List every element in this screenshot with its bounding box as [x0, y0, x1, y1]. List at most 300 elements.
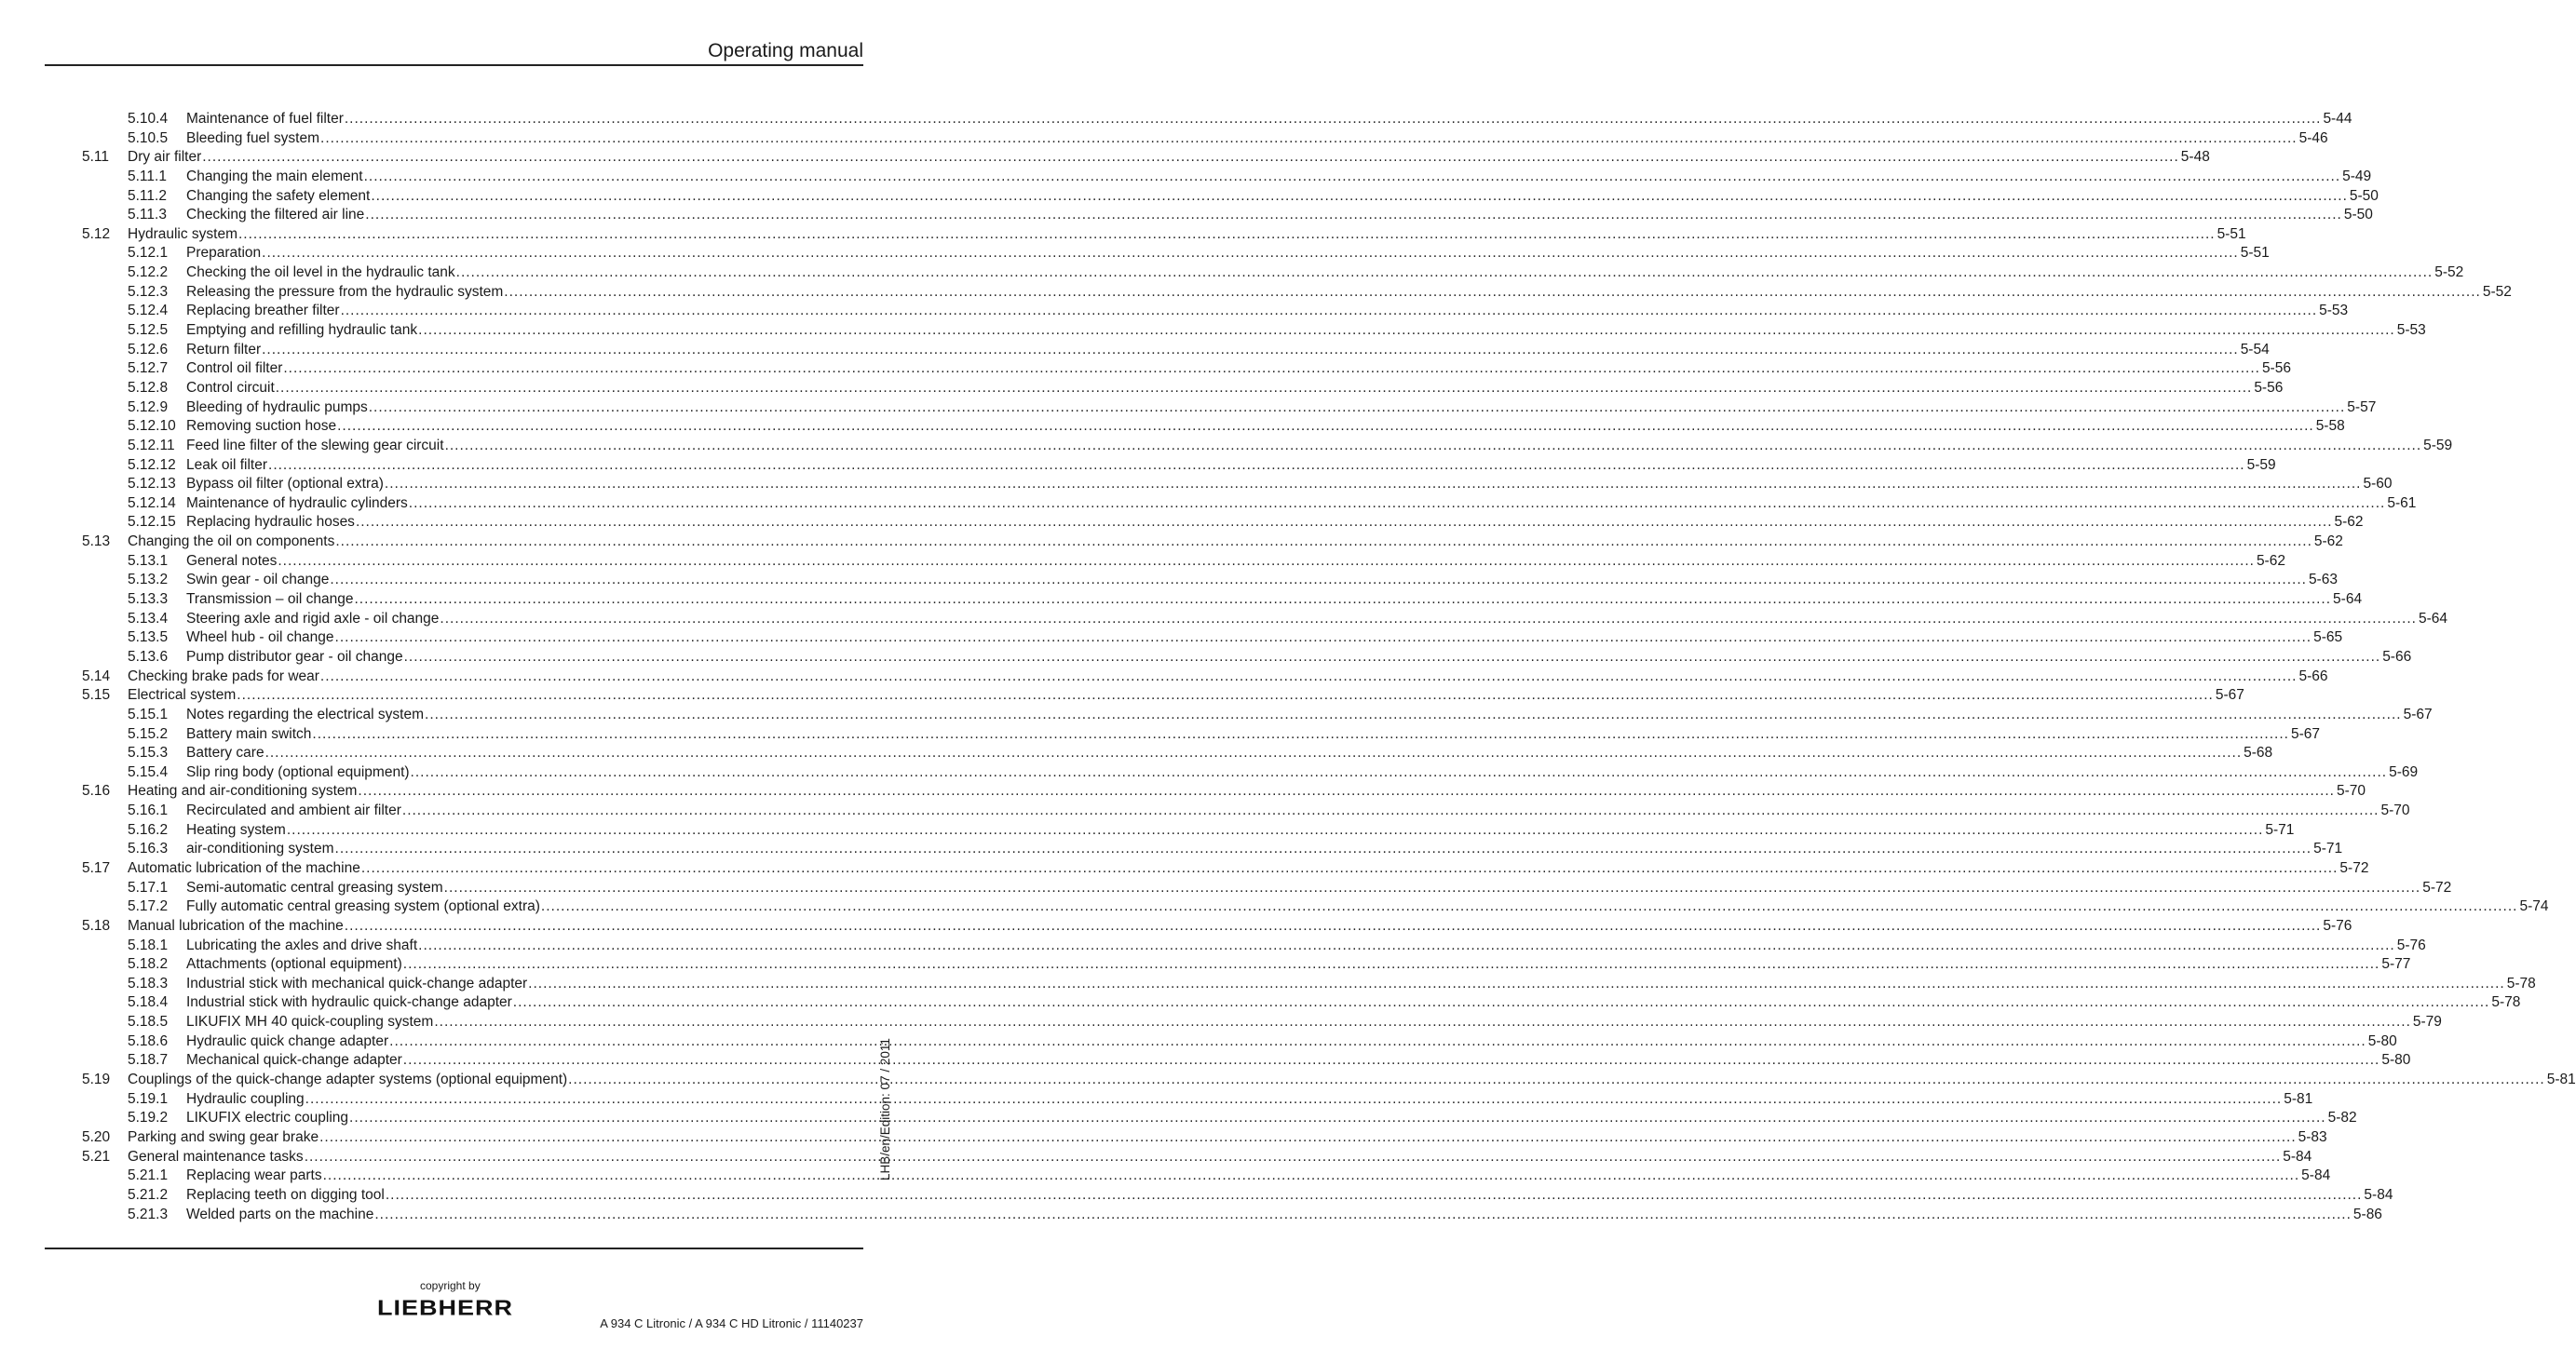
toc-entry-line	[186, 802, 2410, 821]
toc-entry-number: 5.20	[82, 1128, 111, 1145]
toc-entry-line	[186, 283, 2512, 303]
toc-entry-number: 5.21.1	[128, 1167, 169, 1184]
toc-subsection-entry	[0, 1090, 2313, 1110]
toc-subsection-entry	[0, 1109, 2357, 1128]
toc-entry-title: Mechanical quick-change adapter	[186, 1052, 402, 1069]
toc-entry-title: Steering axle and rigid axle - oil change	[186, 610, 440, 627]
toc-entry-page: 5-80	[2367, 1032, 2397, 1049]
toc-entry-title: Hydraulic quick change adapter	[186, 1032, 389, 1049]
toc-entry-page: 5-81	[2546, 1072, 2576, 1088]
toc-entry-line	[186, 1186, 2393, 1206]
toc-entry-number: 5.10.4	[128, 111, 169, 127]
toc-dot-leader: ................................................................................................................................................................................................................................................................................................................................................................................................................	[319, 668, 2298, 684]
toc-entry-page: 5-62	[2256, 552, 2285, 569]
toc-entry-number: 5.17.2	[128, 898, 169, 915]
toc-subsection-entry	[0, 168, 2372, 187]
toc-entry-page: 5-72	[2339, 859, 2369, 876]
toc-section-entry	[0, 1071, 2576, 1090]
toc-entry-number: 5.12.8	[128, 379, 169, 396]
toc-entry-title: Automatic lubrication of the machine	[128, 859, 360, 876]
toc-entry-number: 5.15.3	[128, 745, 169, 762]
toc-entry-number: 5.15	[82, 687, 111, 704]
toc-dot-leader: ................................................................................................................................................................................................................................................................................................................................................................................................................	[444, 437, 2422, 453]
toc-entry-number: 5.12.1	[128, 245, 169, 262]
toc-entry-page: 5-83	[2298, 1128, 2327, 1145]
toc-subsection-entry	[0, 937, 2426, 956]
toc-entry-number: 5.15.2	[128, 725, 169, 742]
toc-subsection-entry	[0, 379, 2284, 398]
toc-dot-leader: ................................................................................................................................................................................................................................................................................................................................................................................................................	[337, 418, 2314, 435]
toc-dot-leader: ................................................................................................................................................................................................................................................................................................................................................................................................................	[202, 149, 2179, 166]
toc-dot-leader: ................................................................................................................................................................................................................................................................................................................................................................................................................	[238, 225, 2216, 242]
toc-dot-leader: ................................................................................................................................................................................................................................................................................................................................................................................................................	[344, 917, 2322, 934]
toc-entry-page: 5-76	[2323, 917, 2352, 934]
toc-entry-line	[186, 379, 2284, 398]
toc-subsection-entry	[0, 763, 2419, 783]
toc-entry-page: 5-81	[2284, 1090, 2313, 1107]
toc-entry-title: Wheel hub - oil change	[186, 629, 334, 646]
toc-entry-line	[186, 168, 2372, 187]
toc-entry-title: Manual lubrication of the machine	[128, 917, 344, 934]
toc-entry-title: Leak oil filter	[186, 456, 268, 473]
toc-entry-title: Swin gear - oil change	[186, 572, 330, 588]
toc-entry-page: 5-64	[2418, 610, 2448, 627]
toc-entry-line	[186, 840, 2343, 859]
toc-subsection-entry	[0, 744, 2273, 763]
toc-entry-title: Hydraulic coupling	[186, 1090, 305, 1107]
toc-subsection-entry	[0, 359, 2291, 379]
toc-entry-number: 5.12.7	[128, 360, 169, 377]
toc-subsection-entry	[0, 648, 2412, 668]
toc-entry-title: Removing suction hose	[186, 418, 337, 435]
toc-dot-leader: ................................................................................................................................................................................................................................................................................................................................................................................................................	[322, 1167, 2300, 1184]
toc-entry-number: 5.11.1	[128, 168, 167, 184]
toc-subsection-entry	[0, 456, 2276, 476]
toc-entry-line	[186, 897, 2549, 917]
toc-entry-page: 5-70	[2380, 803, 2410, 819]
toc-dot-leader: ................................................................................................................................................................................................................................................................................................................................................................................................................	[425, 706, 2402, 722]
toc-dot-leader: ................................................................................................................................................................................................................................................................................................................................................................................................................	[385, 1186, 2363, 1203]
toc-entry-number: 5.12.14	[128, 494, 176, 511]
toc-entry-number: 5.13.4	[128, 610, 169, 627]
toc-entry-line	[186, 321, 2426, 341]
toc-entry-number: 5.12.9	[128, 398, 169, 415]
toc-subsection-entry	[0, 437, 2453, 456]
toc-subsection-entry	[0, 494, 2417, 514]
toc-entry-page: 5-50	[2343, 207, 2373, 223]
toc-entry-page: 5-58	[2315, 418, 2345, 435]
toc-dot-leader: ................................................................................................................................................................................................................................................................................................................................................................................................................	[304, 1148, 2282, 1165]
toc-entry-line	[128, 1128, 2327, 1148]
toc-entry-line	[186, 1109, 2357, 1128]
toc-subsection-entry	[0, 706, 2433, 725]
toc-dot-leader: ................................................................................................................................................................................................................................................................................................................................................................................................................	[320, 129, 2298, 146]
toc-entry-number: 5.12.4	[128, 303, 169, 319]
toc-entry-line	[186, 302, 2349, 321]
toc-entry-page: 5-50	[2349, 187, 2379, 204]
toc-entry-line	[128, 225, 2246, 245]
toc-subsection-entry	[0, 513, 2364, 533]
toc-entry-number: 5.16	[82, 783, 111, 800]
toc-entry-page: 5-80	[2381, 1052, 2411, 1069]
toc-dot-leader: ................................................................................................................................................................................................................................................................................................................................................................................................................	[335, 533, 2312, 550]
toc-entry-title: Dry air filter	[128, 149, 202, 166]
toc-entry-line	[186, 955, 2411, 975]
toc-entry-page: 5-59	[2423, 437, 2453, 453]
toc-entry-number: 5.16.2	[128, 821, 169, 838]
toc-entry-page: 5-82	[2327, 1110, 2357, 1126]
toc-subsection-entry	[0, 475, 2393, 494]
toc-subsection-entry	[0, 840, 2343, 859]
toc-subsection-entry	[0, 725, 2320, 745]
toc-subsection-entry	[0, 321, 2426, 341]
toc-entry-page: 5-84	[2301, 1167, 2331, 1184]
toc-entry-line	[186, 206, 2373, 225]
toc-entry-page: 5-52	[2482, 283, 2512, 300]
toc-entry-line	[128, 686, 2244, 706]
toc-entry-page: 5-44	[2323, 111, 2352, 127]
toc-dot-leader: ................................................................................................................................................................................................................................................................................................................................................................................................................	[360, 859, 2339, 876]
toc-entry-title: Checking the oil level in the hydraulic tank	[186, 264, 455, 281]
toc-dot-leader: ................................................................................................................................................................................................................................................................................................................................................................................................................	[262, 245, 2239, 262]
toc-entry-number: 5.13.2	[128, 572, 169, 588]
toc-section-entry	[0, 686, 2244, 706]
toc-entry-line	[186, 263, 2464, 283]
toc-entry-page: 5-69	[2389, 763, 2419, 780]
toc-section-entry	[0, 148, 2210, 168]
toc-entry-page: 5-77	[2381, 956, 2411, 973]
toc-dot-leader: ................................................................................................................................................................................................................................................................................................................................................................................................................	[278, 552, 2255, 569]
toc-entry-line	[128, 782, 2366, 802]
toc-dot-leader: ................................................................................................................................................................................................................................................................................................................................................................................................................	[512, 994, 2490, 1011]
toc-entry-number: 5.12.10	[128, 418, 176, 435]
toc-entry-title: Industrial stick with hydraulic quick-change adapter	[186, 994, 512, 1011]
toc-subsection-entry	[0, 263, 2464, 283]
toc-dot-leader: ................................................................................................................................................................................................................................................................................................................................................................................................................	[334, 629, 2312, 646]
toc-entry-page: 5-84	[2283, 1148, 2312, 1165]
toc-dot-leader: ................................................................................................................................................................................................................................................................................................................................................................................................................	[340, 303, 2318, 319]
toc-entry-line	[186, 1051, 2411, 1071]
toc-entry-page: 5-71	[2313, 841, 2343, 857]
toc-entry-number: 5.12.13	[128, 476, 176, 492]
toc-entry-line	[186, 513, 2364, 533]
toc-dot-leader: ................................................................................................................................................................................................................................................................................................................................................................................................................	[344, 111, 2322, 127]
toc-entry-line	[186, 494, 2417, 514]
toc-entry-title: Bypass oil filter (optional extra)	[186, 476, 384, 492]
toc-entry-number: 5.12.5	[128, 322, 169, 339]
toc-entry-line	[186, 1013, 2442, 1032]
toc-dot-leader: ................................................................................................................................................................................................................................................................................................................................................................................................................	[418, 937, 2395, 953]
toc-entry-page: 5-46	[2298, 129, 2328, 146]
toc-entry-title: Control circuit	[186, 379, 275, 396]
footer-model-number: A 934 C Litronic / A 934 C HD Litronic / 11140237	[600, 1316, 863, 1330]
toc-entry-number: 5.18.1	[128, 937, 169, 953]
toc-entry-number: 5.12.12	[128, 456, 176, 473]
toc-entry-title: Changing the main element	[186, 168, 363, 184]
toc-entry-page: 5-62	[2313, 533, 2343, 550]
toc-dot-leader: ................................................................................................................................................................................................................................................................................................................................................................................................................	[349, 1110, 2326, 1126]
toc-dot-leader: ................................................................................................................................................................................................................................................................................................................................................................................................................	[434, 1014, 2411, 1031]
toc-entry-page: 5-60	[2363, 476, 2393, 492]
toc-subsection-entry	[0, 879, 2452, 898]
toc-entry-line	[186, 744, 2273, 763]
toc-entry-title: General notes	[186, 552, 278, 569]
toc-entry-number: 5.21	[82, 1148, 111, 1165]
toc-entry-number: 5.16.1	[128, 803, 169, 819]
toc-section-entry	[0, 1148, 2312, 1167]
table-of-contents	[0, 110, 2576, 1224]
toc-subsection-entry	[0, 398, 2377, 418]
toc-entry-title: Industrial stick with mechanical quick-change adapter	[186, 975, 528, 992]
toc-entry-page: 5-67	[2290, 725, 2320, 742]
toc-entry-line	[186, 821, 2295, 841]
toc-entry-title: Heating system	[186, 821, 286, 838]
toc-entry-line	[186, 398, 2377, 418]
toc-entry-number: 5.13	[82, 533, 111, 550]
toc-dot-leader: ................................................................................................................................................................................................................................................................................................................................................................................................................	[334, 841, 2312, 857]
toc-entry-line	[128, 917, 2352, 937]
edition-label: LHB/en/Edition: 07 / 2011	[878, 1038, 892, 1180]
toc-entry-line	[186, 1167, 2331, 1186]
toc-entry-title: Parking and swing gear brake	[128, 1128, 319, 1145]
toc-entry-title: Replacing breather filter	[186, 303, 340, 319]
toc-dot-leader: ................................................................................................................................................................................................................................................................................................................................................................................................................	[418, 322, 2395, 339]
toc-dot-leader: ................................................................................................................................................................................................................................................................................................................................................................................................................	[528, 975, 2505, 992]
copyright-label: copyright by	[420, 1279, 481, 1292]
toc-entry-title: air-conditioning system	[186, 841, 334, 857]
toc-entry-page: 5-57	[2347, 398, 2377, 415]
toc-entry-page: 5-65	[2313, 629, 2343, 646]
toc-entry-title: Control oil filter	[186, 360, 283, 377]
toc-entry-title: Semi-automatic central greasing system	[186, 879, 443, 896]
toc-entry-line	[186, 628, 2343, 648]
toc-entry-title: Changing the oil on components	[128, 533, 335, 550]
toc-subsection-entry	[0, 802, 2410, 821]
toc-entry-page: 5-71	[2265, 821, 2295, 838]
toc-section-entry	[0, 225, 2246, 245]
toc-entry-line	[186, 879, 2452, 898]
toc-subsection-entry	[0, 417, 2345, 437]
toc-entry-line	[186, 993, 2521, 1013]
toc-subsection-entry	[0, 187, 2379, 207]
toc-entry-number: 5.12.6	[128, 341, 169, 357]
toc-entry-line	[186, 1032, 2397, 1052]
toc-entry-page: 5-52	[2434, 264, 2464, 281]
toc-entry-number: 5.21.3	[128, 1206, 169, 1222]
toc-entry-number: 5.13.1	[128, 552, 169, 569]
toc-entry-title: Preparation	[186, 245, 262, 262]
toc-subsection-entry	[0, 1206, 2382, 1225]
toc-entry-number: 5.11	[82, 149, 110, 166]
toc-entry-number: 5.12.11	[128, 437, 175, 453]
toc-entry-title: Hydraulic system	[128, 225, 237, 242]
toc-entry-title: Replacing wear parts	[186, 1167, 322, 1184]
toc-subsection-entry	[0, 129, 2328, 149]
toc-entry-page: 5-72	[2422, 879, 2452, 896]
toc-subsection-entry	[0, 590, 2363, 610]
toc-entry-number: 5.21.2	[128, 1186, 169, 1203]
toc-entry-title: General maintenance tasks	[128, 1148, 304, 1165]
toc-entry-title: Replacing teeth on digging tool	[186, 1186, 385, 1203]
toc-entry-number: 5.16.3	[128, 841, 169, 857]
toc-entry-title: LIKUFIX MH 40 quick-coupling system	[186, 1014, 434, 1031]
toc-entry-number: 5.17	[82, 859, 111, 876]
toc-dot-leader: ................................................................................................................................................................................................................................................................................................................................................................................................................	[319, 1128, 2297, 1145]
toc-dot-leader: ................................................................................................................................................................................................................................................................................................................................................................................................................	[408, 494, 2386, 511]
toc-dot-leader: ................................................................................................................................................................................................................................................................................................................................................................................................................	[365, 207, 2342, 223]
toc-subsection-entry	[0, 206, 2373, 225]
toc-entry-title: Welded parts on the machine	[186, 1206, 374, 1222]
toc-entry-page: 5-51	[2240, 245, 2270, 262]
footer-rule	[45, 1248, 863, 1249]
toc-subsection-entry	[0, 897, 2549, 917]
toc-entry-page: 5-66	[2382, 648, 2412, 665]
toc-subsection-entry	[0, 993, 2521, 1013]
toc-entry-title: Lubricating the axles and drive shaft	[186, 937, 418, 953]
toc-section-entry	[0, 917, 2352, 937]
toc-entry-line	[186, 129, 2328, 149]
toc-entry-line	[186, 590, 2363, 610]
toc-entry-page: 5-76	[2396, 937, 2426, 953]
toc-dot-leader: ................................................................................................................................................................................................................................................................................................................................................................................................................	[384, 476, 2362, 492]
toc-dot-leader: ................................................................................................................................................................................................................................................................................................................................................................................................................	[330, 572, 2307, 588]
toc-dot-leader: ................................................................................................................................................................................................................................................................................................................................................................................................................	[443, 879, 2421, 896]
toc-subsection-entry	[0, 821, 2295, 841]
toc-dot-leader: ................................................................................................................................................................................................................................................................................................................................................................................................................	[389, 1032, 2366, 1049]
toc-entry-line	[186, 571, 2338, 590]
toc-section-entry	[0, 782, 2366, 802]
toc-entry-number: 5.15.1	[128, 706, 169, 722]
toc-entry-number: 5.11.2	[128, 187, 167, 204]
toc-entry-page: 5-56	[2261, 360, 2291, 377]
toc-entry-line	[186, 359, 2291, 379]
toc-entry-number: 5.19.2	[128, 1110, 169, 1126]
toc-entry-title: Couplings of the quick-change adapter systems (optional equipment)	[128, 1072, 568, 1088]
toc-dot-leader: ................................................................................................................................................................................................................................................................................................................................................................................................................	[262, 341, 2239, 357]
toc-entry-number: 5.18.7	[128, 1052, 169, 1069]
toc-entry-title: Transmission – oil change	[186, 591, 354, 608]
toc-dot-leader: ................................................................................................................................................................................................................................................................................................................................................................................................................	[440, 610, 2417, 627]
toc-entry-number: 5.12.3	[128, 283, 169, 300]
toc-dot-leader: ................................................................................................................................................................................................................................................................................................................................................................................................................	[371, 187, 2348, 204]
toc-entry-number: 5.12.2	[128, 264, 169, 281]
toc-entry-number: 5.13.5	[128, 629, 169, 646]
toc-entry-line	[186, 417, 2345, 437]
toc-entry-page: 5-68	[2244, 745, 2273, 762]
toc-entry-title: Changing the safety element	[186, 187, 371, 204]
toc-entry-page: 5-56	[2254, 379, 2284, 396]
toc-dot-leader: ................................................................................................................................................................................................................................................................................................................................................................................................................	[312, 725, 2289, 742]
toc-entry-number: 5.11.3	[128, 207, 167, 223]
toc-dot-leader: ................................................................................................................................................................................................................................................................................................................................................................................................................	[368, 398, 2346, 415]
page-header-title: Operating manual	[708, 40, 863, 61]
toc-subsection-entry	[0, 341, 2270, 360]
toc-entry-title: Notes regarding the electrical system	[186, 706, 425, 722]
toc-entry-line	[186, 648, 2412, 668]
toc-subsection-entry	[0, 955, 2411, 975]
toc-entry-title: LIKUFIX electric coupling	[186, 1110, 349, 1126]
toc-dot-leader: ................................................................................................................................................................................................................................................................................................................................................................................................................	[403, 648, 2381, 665]
toc-entry-line	[186, 610, 2448, 629]
toc-entry-line	[186, 552, 2285, 572]
toc-entry-line	[186, 475, 2393, 494]
toc-entry-page: 5-63	[2308, 572, 2338, 588]
toc-entry-page: 5-74	[2519, 898, 2549, 915]
toc-entry-page: 5-86	[2352, 1206, 2382, 1222]
toc-entry-page: 5-48	[2180, 149, 2210, 166]
toc-dot-leader: ................................................................................................................................................................................................................................................................................................................................................................................................................	[540, 898, 2518, 915]
toc-dot-leader: ................................................................................................................................................................................................................................................................................................................................................................................................................	[355, 514, 2333, 531]
toc-entry-line	[186, 1206, 2382, 1225]
toc-entry-page: 5-59	[2246, 456, 2276, 473]
toc-dot-leader: ................................................................................................................................................................................................................................................................................................................................................................................................................	[374, 1206, 2352, 1222]
toc-subsection-entry	[0, 244, 2270, 263]
toc-entry-line	[186, 110, 2352, 129]
toc-entry-page: 5-67	[2215, 687, 2244, 704]
toc-entry-number: 5.18.5	[128, 1014, 169, 1031]
toc-entry-page: 5-78	[2506, 975, 2536, 992]
toc-subsection-entry	[0, 610, 2448, 629]
toc-entry-title: Releasing the pressure from the hydraulic system	[186, 283, 504, 300]
toc-entry-number: 5.18.3	[128, 975, 169, 992]
toc-dot-leader: ................................................................................................................................................................................................................................................................................................................................................................................................................	[401, 803, 2379, 819]
toc-subsection-entry	[0, 571, 2338, 590]
toc-entry-number: 5.18.2	[128, 956, 169, 973]
toc-entry-page: 5-84	[2364, 1186, 2393, 1203]
toc-entry-title: Emptying and refilling hydraulic tank	[186, 322, 418, 339]
header-rule	[45, 64, 863, 66]
toc-dot-leader: ................................................................................................................................................................................................................................................................................................................................................................................................................	[237, 687, 2214, 704]
toc-dot-leader: ................................................................................................................................................................................................................................................................................................................................................................................................................	[568, 1072, 2545, 1088]
toc-dot-leader: ................................................................................................................................................................................................................................................................................................................................................................................................................	[402, 1052, 2380, 1069]
toc-entry-title: Bleeding fuel system	[186, 129, 320, 146]
toc-entry-title: Checking brake pads for wear	[128, 668, 319, 684]
toc-dot-leader: ................................................................................................................................................................................................................................................................................................................................................................................................................	[286, 821, 2264, 838]
toc-entry-page: 5-51	[2217, 225, 2246, 242]
toc-subsection-entry	[0, 283, 2512, 303]
toc-entry-line	[128, 148, 2210, 168]
toc-entry-title: Attachments (optional equipment)	[186, 956, 402, 973]
toc-entry-page: 5-62	[2334, 514, 2364, 531]
toc-entry-line	[186, 706, 2433, 725]
toc-entry-number: 5.10.5	[128, 129, 169, 146]
toc-entry-title: Bleeding of hydraulic pumps	[186, 398, 368, 415]
toc-entry-page: 5-53	[2319, 303, 2349, 319]
toc-entry-line	[186, 187, 2379, 207]
toc-dot-leader: ................................................................................................................................................................................................................................................................................................................................................................................................................	[363, 168, 2341, 184]
toc-section-entry	[0, 533, 2343, 552]
toc-entry-line	[186, 763, 2419, 783]
toc-entry-line	[186, 975, 2536, 994]
toc-entry-title: Maintenance of hydraulic cylinders	[186, 494, 408, 511]
toc-entry-page: 5-61	[2387, 494, 2417, 511]
toc-entry-line	[186, 456, 2276, 476]
toc-entry-page: 5-54	[2240, 341, 2270, 357]
toc-entry-number: 5.13.3	[128, 591, 169, 608]
toc-entry-line	[186, 437, 2453, 456]
toc-entry-title: Return filter	[186, 341, 262, 357]
toc-entry-line	[128, 668, 2328, 687]
toc-entry-line	[186, 341, 2270, 360]
liebherr-logo: LIEBHERR	[377, 1296, 514, 1320]
toc-entry-page: 5-70	[2336, 783, 2366, 800]
toc-entry-line	[186, 1090, 2313, 1110]
toc-entry-page: 5-66	[2298, 668, 2328, 684]
toc-entry-page: 5-79	[2412, 1014, 2442, 1031]
toc-entry-line	[186, 244, 2270, 263]
toc-subsection-entry	[0, 302, 2349, 321]
toc-subsection-entry	[0, 1032, 2397, 1052]
